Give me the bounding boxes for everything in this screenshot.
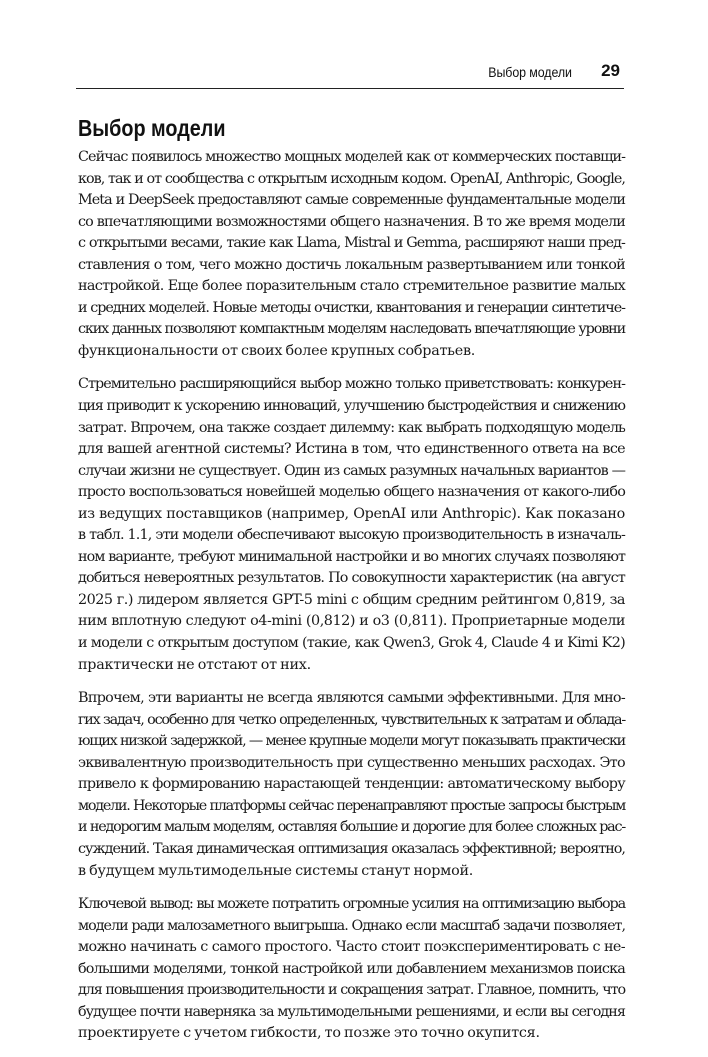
text-line: Впрочем, эти варианты не всегда являются самыми эффективными. Для мно-: [78, 690, 625, 707]
text-line: функциональности от своих более крупных собратьев.: [78, 342, 476, 359]
text-line: практически не отстают от них.: [78, 656, 311, 673]
text-line: с открытыми весами, такие как Llama, Mistral и Gemma, расширяют наши пред-: [78, 235, 625, 252]
text-line: Сейчас появилось множество мощных моделей как от коммерческих поставщи-: [78, 149, 625, 165]
text-line: эквивалентную производительность при существенно меньших расходах. Это: [78, 754, 625, 771]
paragraph: [78, 894, 625, 1045]
body-text: [78, 147, 625, 1057]
text-line: и средних моделей. Новые методы очистки, квантования и генерации синтетиче-: [78, 299, 625, 316]
text-line: ном варианте, требуют минимальной настройки и во многих случаях позволяют: [78, 548, 625, 565]
text-line: просто воспользоваться новейшей моделью общего назначения от какого-либо: [78, 484, 625, 501]
text-line: большими моделями, тонкой настройкой или добавлением механизмов поиска: [78, 960, 625, 977]
text-line: Стремительно расширяющийся выбор можно только приветствовать: конкурен-: [78, 376, 625, 393]
text-line: и недорогим малым моделям, оставляя большие и дорогие для более сложных рас-: [78, 819, 625, 836]
text-line: 2025 г.) лидером является GPT-5 mini с общим средним рейтингом 0,819, за: [78, 591, 625, 608]
text-line: ющих низкой задержкой, — менее крупные модели могут показывать практически: [78, 733, 625, 750]
paragraph: [78, 374, 625, 676]
text-line: суждений. Такая динамическая оптимизация оказалась эффективной; вероятно,: [78, 840, 625, 857]
text-line: гих задач, особенно для четко определенных, чувствительных к затратам и облада-: [78, 711, 625, 728]
running-header: [76, 62, 624, 89]
section-title: Выбор модели: [78, 115, 226, 141]
text-line: Ключевой вывод: вы можете потратить огромные усилия на оптимизацию выбора: [78, 896, 625, 913]
text-line: и модели с открытым доступом (такие, как Qwen3, Grok 4, Claude 4 и Kimi K2): [78, 635, 625, 652]
text-line: затрат. Впрочем, она также создает дилемму: как выбрать подходящую модель: [78, 419, 625, 436]
text-line: ция приводит к ускорению инноваций, улучшению быстродействия и снижению: [78, 398, 625, 415]
text-line: для вашей агентной системы? Истина в том, что единственного ответа на все: [78, 441, 625, 458]
text-line: ских данных позволяют компактным моделям наследовать впечатляющие уровни: [78, 321, 625, 338]
paragraph: [78, 688, 625, 882]
text-line: ним вплотную следуют o4-mini (0,812) и o3 (0,811). Проприетарные модели: [78, 613, 625, 630]
text-line: со впечатляющими возможностями общего назначения. В то же время модели: [78, 213, 625, 230]
text-line: для повышения производительности и сокращения затрат. Главное, помнить, что: [78, 982, 625, 999]
text-line: добиться невероятных результатов. По совокупности характеристик (на август: [78, 570, 625, 587]
page-number: 29: [601, 61, 620, 80]
text-line: Meta и DeepSeek предоставляют самые современные фундаментальные модели: [78, 192, 625, 209]
text-line: будущее почти наверняка за мультимодельными решениями, и если вы сегодня: [78, 1003, 625, 1020]
text-line: можно начинать с самого простого. Часто стоит поэкспериментировать с не-: [78, 939, 625, 956]
text-line: случаи жизни не существует. Один из самых разумных начальных вариантов —: [78, 462, 625, 479]
text-line: в будущем мультимодельные системы станут нормой.: [78, 862, 474, 879]
text-line: ков, так и от сообщества с открытым исходным кодом. OpenAI, Anthropic, Google,: [78, 170, 625, 187]
text-line: модели ради малозаметного выигрыша. Однако если масштаб задачи позволяет,: [78, 917, 625, 934]
running-title: Выбор модели: [488, 65, 572, 80]
text-line: настройкой. Еще более поразительным стало стремительное развитие малых: [78, 278, 625, 295]
text-line: ставления о том, чего можно достичь локальным развертыванием или тонкой: [78, 256, 625, 273]
text-line: проектируете с учетом гибкости, то позже это точно окупится.: [78, 1025, 540, 1042]
text-line: из ведущих поставщиков (например, OpenAI или Anthropic). Как показано: [78, 505, 625, 522]
text-line: привело к формированию нарастающей тенденции: автоматическому выбору: [78, 776, 625, 793]
text-line: в табл. 1.1, эти модели обеспечивают высокую производительность в изначаль-: [78, 527, 625, 544]
paragraph: [78, 147, 625, 362]
text-line: модели. Некоторые платформы сейчас перенаправляют простые запросы быстрым: [78, 797, 625, 814]
